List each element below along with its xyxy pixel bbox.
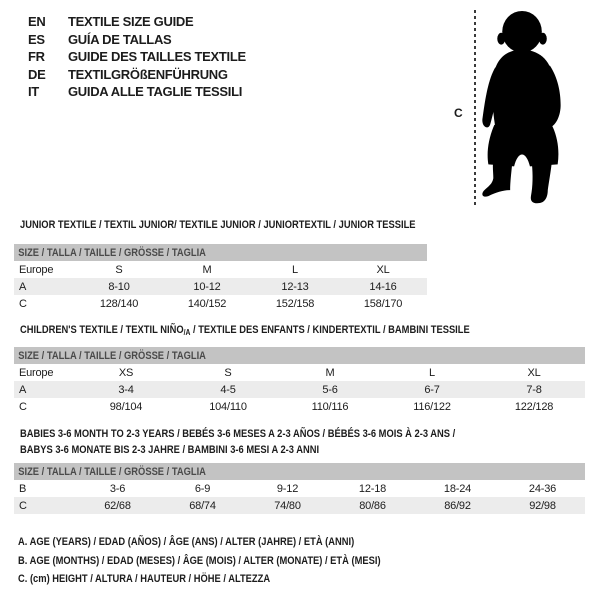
row-label: A xyxy=(19,280,27,293)
language-title: TEXTILGRÖßENFÜHRUNG xyxy=(68,66,228,82)
table-row xyxy=(14,480,585,497)
legend-notes xyxy=(18,536,445,592)
table-cell: 6-9 xyxy=(194,482,211,495)
row-label: Europe xyxy=(19,366,54,379)
children-section-title-text xyxy=(20,322,470,341)
table-cell: 3-4 xyxy=(118,383,134,396)
table-cell: 6-7 xyxy=(424,383,440,396)
junior-section-title-text: JUNIOR TEXTILE / TEXTIL JUNIOR/ TEXTILE JUNIOR / JUNIORTEXTIL / JUNIOR TESSILE xyxy=(20,219,416,231)
language-title: GUÍA DE TALLAS xyxy=(68,31,172,47)
row-label: C xyxy=(19,297,27,310)
junior-table xyxy=(14,244,427,312)
table-row xyxy=(14,398,585,415)
language-code: EN xyxy=(28,14,46,30)
children-title-sub: /A xyxy=(183,328,191,337)
table-cell: 122/128 xyxy=(514,400,554,413)
children-section-title xyxy=(20,322,549,341)
table-cell: S xyxy=(224,366,232,379)
table-cell: 7-8 xyxy=(526,383,542,396)
baby-silhouette-icon xyxy=(478,8,572,206)
table-row xyxy=(14,364,585,381)
table-row xyxy=(14,381,585,398)
table-cell: 62/68 xyxy=(104,499,131,512)
junior-size-header-bar xyxy=(14,244,427,261)
table-cell: 8-10 xyxy=(108,280,130,293)
language-row-en xyxy=(28,13,246,31)
table-cell: L xyxy=(429,366,435,379)
language-list xyxy=(28,13,246,101)
language-code: ES xyxy=(28,31,45,47)
size-header-text: SIZE / TALLA / TAILLE / GRÖSSE / TAGLIA xyxy=(18,246,206,259)
table-cell: 158/170 xyxy=(363,297,403,310)
table-cell: 98/104 xyxy=(109,400,143,413)
height-measure-dashed-line xyxy=(474,10,476,208)
note-text: B. AGE (MONTHS) / EDAD (MESES) / ÂGE (MOIS) / ALTER (MONATE) / ETÀ (MESI) xyxy=(18,554,381,567)
table-cell: 92/98 xyxy=(529,499,556,512)
language-row-fr xyxy=(28,48,246,66)
table-cell: 80/86 xyxy=(359,499,386,512)
table-cell: 9-12 xyxy=(276,482,299,495)
table-cell: M xyxy=(202,263,212,276)
table-cell: 14-16 xyxy=(369,280,397,293)
row-label: C xyxy=(19,400,27,413)
table-cell: 18-24 xyxy=(443,482,472,495)
table-cell: 116/122 xyxy=(413,400,451,413)
height-measure-label: C xyxy=(454,106,463,120)
table-cell: 86/92 xyxy=(444,499,471,512)
row-label: B xyxy=(19,482,27,495)
babies-table xyxy=(14,463,585,514)
table-cell: 5-6 xyxy=(322,383,338,396)
table-cell: XL xyxy=(376,263,390,276)
table-cell: M xyxy=(325,366,335,379)
table-cell: 110/116 xyxy=(311,400,349,413)
table-row xyxy=(14,261,427,278)
table-cell: 104/110 xyxy=(209,400,247,413)
language-row-it xyxy=(28,83,246,101)
note-text: A. AGE (YEARS) / EDAD (AÑOS) / ÂGE (ANS) / ALTER (JAHRE) / ETÀ (ANNI) xyxy=(18,536,355,548)
table-cell: XS xyxy=(118,366,134,379)
table-cell: 128/140 xyxy=(99,297,139,310)
language-row-de xyxy=(28,66,246,84)
row-label: C xyxy=(19,499,27,512)
size-header-text: SIZE / TALLA / TAILLE / GRÖSSE / TAGLIA xyxy=(18,349,206,362)
language-code: DE xyxy=(28,66,46,82)
table-cell: 68/74 xyxy=(189,499,216,512)
table-row xyxy=(14,295,427,312)
language-code: IT xyxy=(28,84,39,100)
note-age-months xyxy=(18,555,445,574)
note-age-years xyxy=(18,536,445,555)
table-cell: 12-13 xyxy=(281,280,309,293)
babies-section-title xyxy=(20,426,532,458)
table-row xyxy=(14,497,585,514)
children-title-post: / TEXTILE DES ENFANTS / KINDERTEXTIL / BAMBINI TESSILE xyxy=(190,324,470,336)
language-title: GUIDE DES TAILLES TEXTILE xyxy=(68,49,246,65)
children-title-pre: CHILDREN'S TEXTILE / TEXTIL NIÑO xyxy=(20,324,184,336)
table-cell: 74/80 xyxy=(274,499,301,512)
babies-title-line1: BABIES 3-6 MONTH TO 2-3 YEARS / BEBÉS 3-6 MESES A 2-3 AÑOS / BÉBÉS 3-6 MOIS À 2-3 ANS / xyxy=(20,428,456,440)
language-row-es xyxy=(28,31,246,49)
note-text: C. (cm) HEIGHT / ALTURA / HAUTEUR / HÖHE / ALTEZZA xyxy=(18,573,271,585)
language-title: GUIDA ALLE TAGLIE TESSILI xyxy=(68,84,243,100)
table-cell: 10-12 xyxy=(193,280,221,293)
table-cell: 24-36 xyxy=(528,482,557,495)
table-cell: 4-5 xyxy=(220,383,236,396)
table-cell: 3-6 xyxy=(109,482,126,495)
row-label: Europe xyxy=(19,263,54,276)
children-size-header-bar xyxy=(14,347,585,364)
table-cell: S xyxy=(115,263,123,276)
table-cell: 12-18 xyxy=(358,482,387,495)
junior-section-title xyxy=(20,217,485,233)
table-row xyxy=(14,278,427,295)
babies-size-header-bar xyxy=(14,463,585,480)
language-code: FR xyxy=(28,49,45,65)
children-table xyxy=(14,347,585,415)
babies-title-line2: BABYS 3-6 MONATE BIS 2-3 JAHRE / BAMBINI 3-6 MESI A 2-3 ANNI xyxy=(20,444,320,456)
row-label: A xyxy=(19,383,27,396)
language-title: TEXTILE SIZE GUIDE xyxy=(68,14,194,30)
table-cell: 152/158 xyxy=(275,297,315,310)
size-header-text: SIZE / TALLA / TAILLE / GRÖSSE / TAGLIA xyxy=(18,465,206,478)
note-height-cm xyxy=(18,573,445,592)
table-cell: XL xyxy=(527,366,541,379)
table-cell: 140/152 xyxy=(187,297,227,310)
table-cell: L xyxy=(292,263,298,276)
